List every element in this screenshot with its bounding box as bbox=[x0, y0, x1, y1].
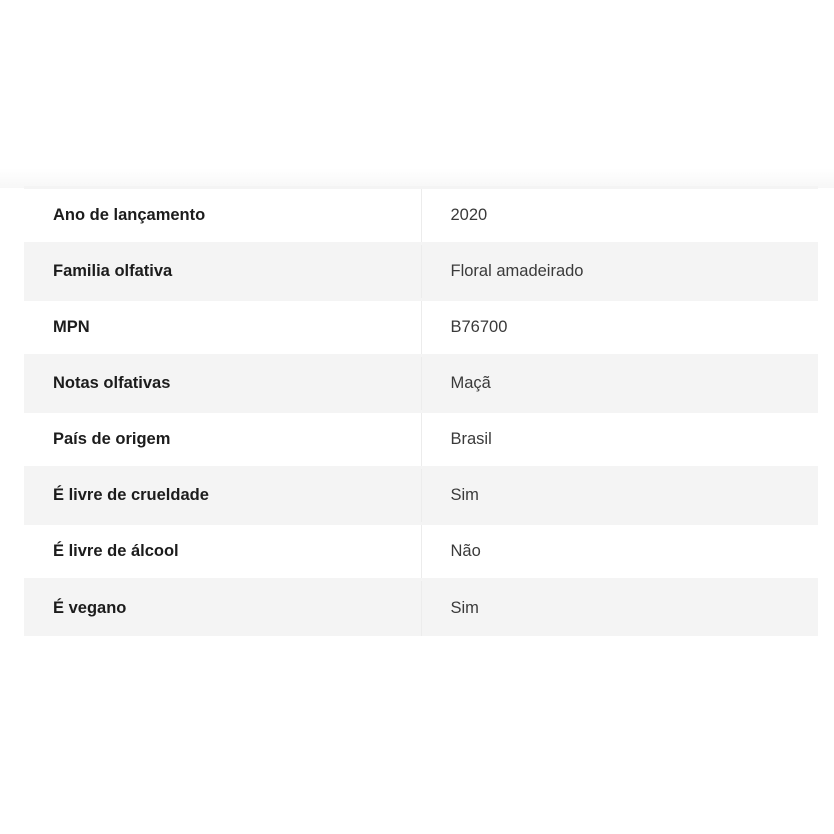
table-row bbox=[24, 244, 818, 300]
spec-label: É livre de crueldade bbox=[24, 468, 421, 524]
spec-value: Brasil bbox=[421, 412, 818, 468]
table-row bbox=[24, 412, 818, 468]
spec-value: B76700 bbox=[421, 300, 818, 356]
table-row bbox=[24, 524, 818, 580]
spec-label: Familia olfativa bbox=[24, 244, 421, 300]
spec-label: É livre de álcool bbox=[24, 524, 421, 580]
spec-label: É vegano bbox=[24, 580, 421, 636]
spec-value: Não bbox=[421, 524, 818, 580]
spec-label: Ano de lançamento bbox=[24, 188, 421, 244]
spec-label: País de origem bbox=[24, 412, 421, 468]
spec-value: Sim bbox=[421, 468, 818, 524]
spec-value: Floral amadeirado bbox=[421, 244, 818, 300]
spec-value: Sim bbox=[421, 580, 818, 636]
spec-value: Maçã bbox=[421, 356, 818, 412]
section-divider bbox=[0, 168, 834, 188]
table-row bbox=[24, 356, 818, 412]
table-row bbox=[24, 300, 818, 356]
table-row bbox=[24, 468, 818, 524]
spec-value: 2020 bbox=[421, 188, 818, 244]
table-row bbox=[24, 580, 818, 636]
table-row bbox=[24, 188, 818, 244]
product-specifications-table bbox=[24, 186, 818, 636]
spec-label: MPN bbox=[24, 300, 421, 356]
spec-label: Notas olfativas bbox=[24, 356, 421, 412]
